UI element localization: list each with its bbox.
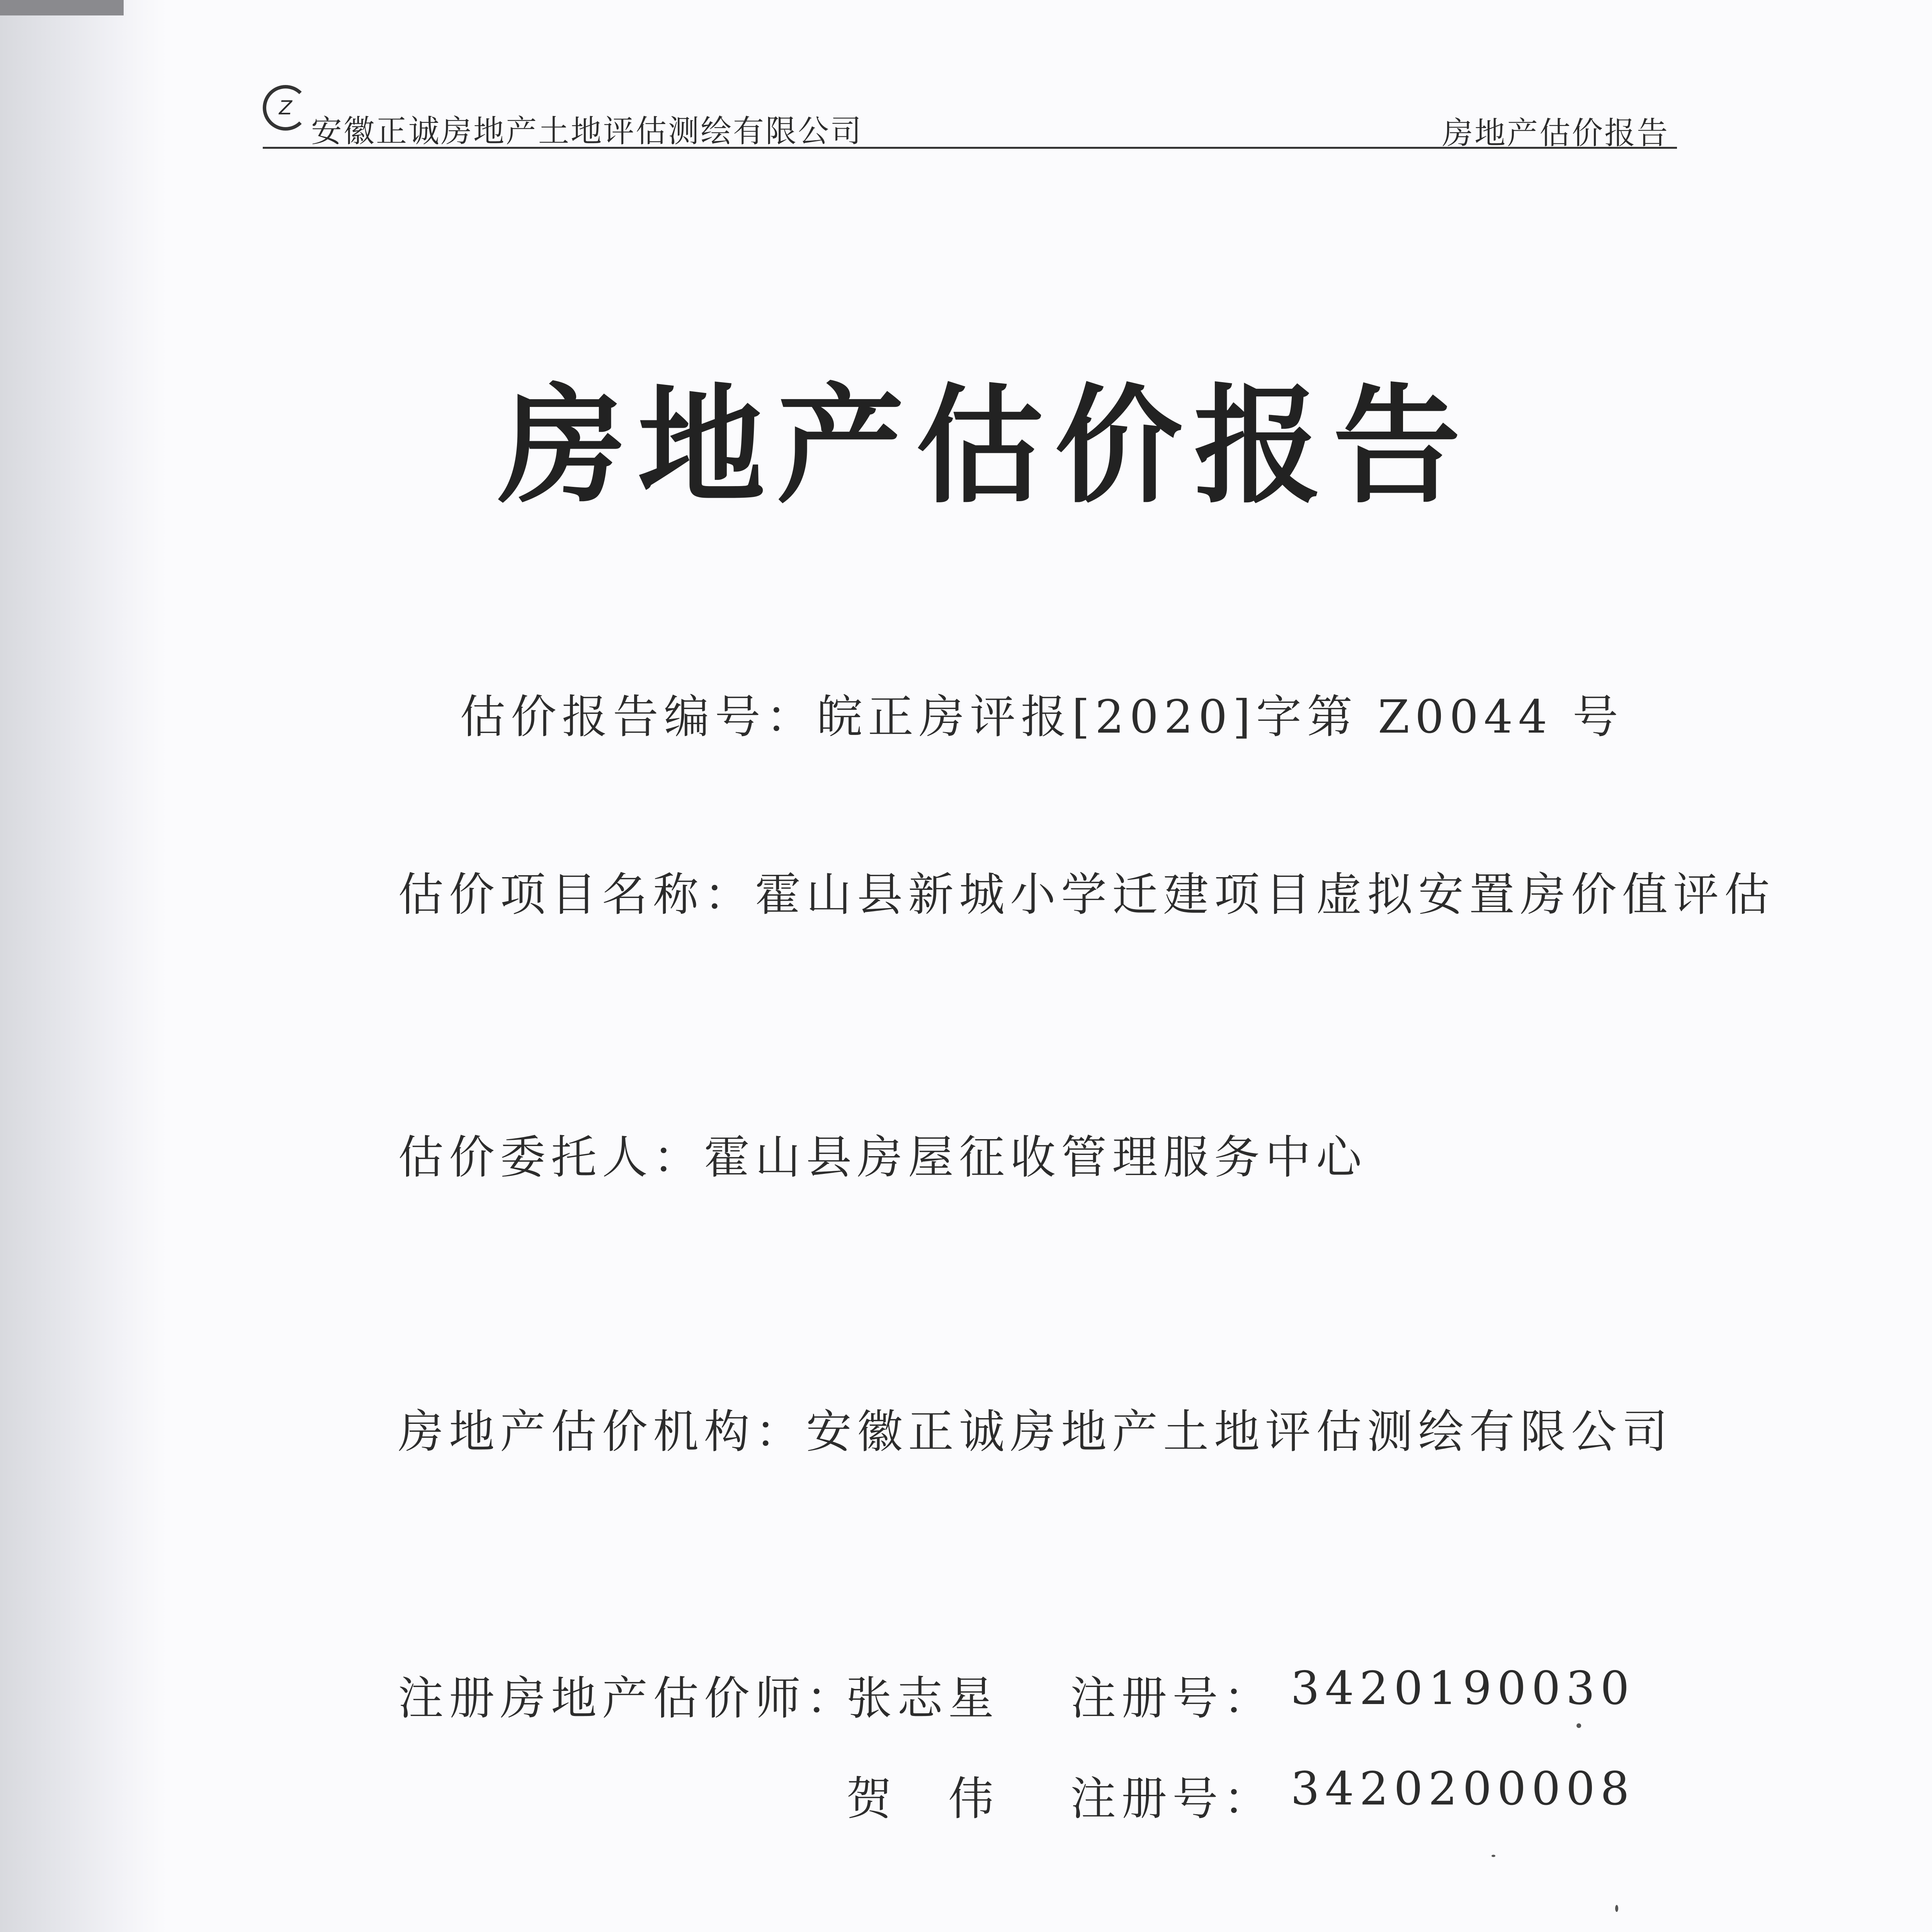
client-row [398, 1121, 1367, 1186]
scan-speck [1492, 1855, 1495, 1857]
appraiser-2-reg-no: 3420200008 [1291, 1762, 1635, 1815]
report-number-label: 估价报告编号： [460, 690, 817, 743]
scan-speck [1615, 1905, 1618, 1912]
report-number-value: 皖正房评报[2020]字第 Z0044 号 [817, 690, 1624, 743]
company-logo-icon: Z [263, 85, 308, 131]
appraiser-1-name: 张志星 [846, 1672, 1000, 1725]
appraiser-1-reg-label: 注册号： [1070, 1672, 1275, 1725]
agency-value: 安徽正诚房地产土地评估测绘有限公司 [806, 1405, 1673, 1458]
appraiser-2-name: 贺 伟 [846, 1772, 1000, 1825]
project-name-row [398, 858, 1775, 923]
header-company-name: 安徽正诚房地产土地评估测绘有限公司 [311, 113, 863, 149]
page-header [263, 77, 1677, 149]
appraisers-label: 注册房地产估价师： [398, 1672, 857, 1725]
scan-edge-shadow [0, 0, 166, 1932]
project-name-value: 霍山县新城小学迁建项目虚拟安置房价值评估 [755, 868, 1776, 921]
appraiser-1-reg-no: 3420190030 [1291, 1662, 1635, 1715]
document-title: 房地产估价报告 [498, 371, 1472, 520]
project-name-label: 估价项目名称： [398, 868, 755, 921]
scan-speck [1577, 1723, 1581, 1728]
agency-row [398, 1395, 1673, 1461]
client-label: 估价委托人： [398, 1131, 704, 1184]
scan-corner-mark [0, 0, 124, 15]
report-number-row [460, 680, 1624, 746]
header-doc-type: 房地产估价报告 [1442, 115, 1669, 151]
appraiser-2-reg-label: 注册号： [1070, 1772, 1275, 1825]
client-value: 霍山县房屋征收管理服务中心 [704, 1131, 1367, 1184]
agency-label: 房地产估价机构： [398, 1405, 806, 1458]
